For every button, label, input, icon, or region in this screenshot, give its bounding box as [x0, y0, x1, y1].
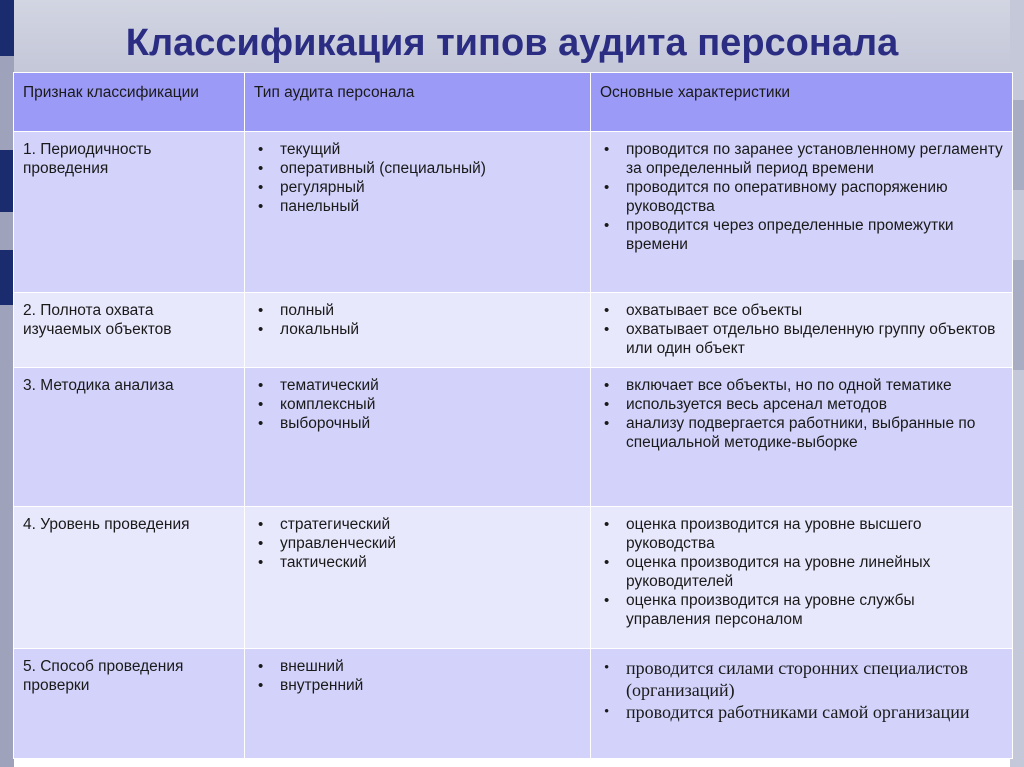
type-item: • полный	[254, 301, 581, 320]
types-cell	[245, 132, 591, 293]
type-item: • комплексный	[254, 395, 581, 414]
characteristic-item: • оценка производится на уровне линейных руководителей	[600, 553, 1003, 591]
criterion-cell: 1. Периодичность проведения	[14, 132, 245, 293]
type-item: • внешний	[254, 657, 581, 676]
characteristic-item: • проводится силами сторонних специалистов (организаций)	[600, 657, 1003, 701]
criterion-cell: 3. Методика анализа	[14, 368, 245, 507]
criterion-cell: 4. Уровень проведения	[14, 507, 245, 649]
type-item: • регулярный	[254, 178, 581, 197]
characteristic-item: • используется весь арсенал методов	[600, 395, 1003, 414]
characteristics-cell	[591, 649, 1013, 759]
header-characteristics: Основные характеристики	[591, 73, 1013, 132]
types-cell	[245, 649, 591, 759]
left-decorative-band	[0, 0, 14, 767]
type-item: • стратегический	[254, 515, 581, 534]
types-cell	[245, 368, 591, 507]
slide-title: Классификация типов аудита персонала	[125, 22, 899, 64]
characteristics-cell	[591, 368, 1013, 507]
type-item: • текущий	[254, 140, 581, 159]
table-row	[14, 132, 1013, 293]
types-cell	[245, 293, 591, 368]
table-row	[14, 293, 1013, 368]
type-item: • управленческий	[254, 534, 581, 553]
characteristics-cell	[591, 507, 1013, 649]
characteristics-cell	[591, 132, 1013, 293]
type-item: • внутренний	[254, 676, 581, 695]
table-row	[14, 368, 1013, 507]
characteristic-item: • анализу подвергается работники, выбранные по специальной методике-выборке	[600, 414, 1003, 452]
type-item: • тактический	[254, 553, 581, 572]
type-item: • оперативный (специальный)	[254, 159, 581, 178]
characteristics-cell	[591, 293, 1013, 368]
type-item: • тематический	[254, 376, 581, 395]
type-item: • локальный	[254, 320, 581, 339]
header-criterion: Признак классификации	[14, 73, 245, 132]
criterion-cell: 5. Способ проведения проверки	[14, 649, 245, 759]
table-row	[14, 507, 1013, 649]
type-item: • панельный	[254, 197, 581, 216]
type-item: • выборочный	[254, 414, 581, 433]
characteristic-item: • проводится работниками самой организации	[600, 701, 1003, 723]
types-cell	[245, 507, 591, 649]
characteristic-item: • оценка производится на уровне высшего руководства	[600, 515, 1003, 553]
characteristic-item: • оценка производится на уровне службы управления персоналом	[600, 591, 1003, 629]
table-header-row	[14, 73, 1013, 132]
characteristic-item: • проводится по оперативному распоряжению руководства	[600, 178, 1003, 216]
characteristic-item: • включает все объекты, но по одной тематике	[600, 376, 1003, 395]
criterion-cell: 2. Полнота охвата изучаемых объектов	[14, 293, 245, 368]
characteristic-item: • проводится по заранее установленному регламенту за определенный период времени	[600, 140, 1003, 178]
table-row	[14, 649, 1013, 759]
characteristic-item: • охватывает отдельно выделенную группу объектов или один объект	[600, 320, 1003, 358]
characteristic-item: • проводится через определенные промежутки времени	[600, 216, 1003, 254]
classification-table	[13, 72, 1013, 759]
header-audit-type: Тип аудита персонала	[245, 73, 591, 132]
characteristic-item: • охватывает все объекты	[600, 301, 1003, 320]
